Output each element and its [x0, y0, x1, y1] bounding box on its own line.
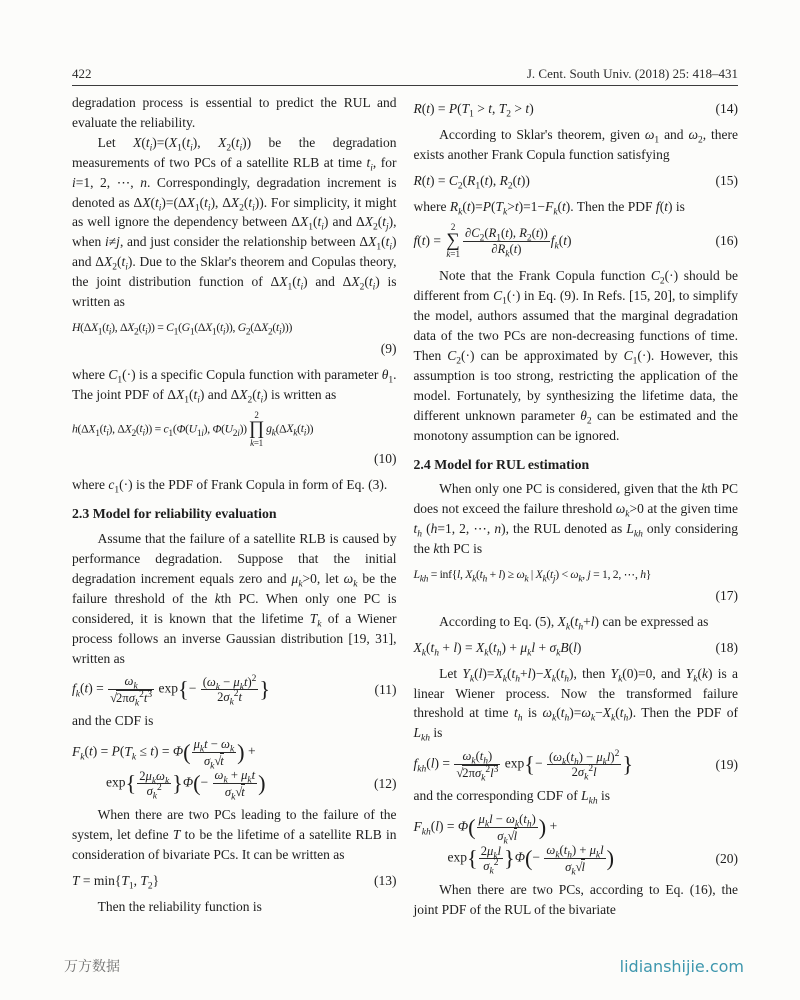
right-column	[414, 93, 739, 920]
equation-body: $h(\Delta X_1(t_i)$, $\Delta X_2(t_i)) = c_1(\Phi(U_{1i})$, $\Phi(U_{2i})$) 2 ∏ k=1 $g_k(\Delta X_k(t_i))$	[72, 409, 314, 448]
equation-body: $f_k(t)$ = $\frac{\omega_k}{√2\pi\sigma_k^2t^3}$ exp{− $\frac{(\omega_k - \mu_kt)^2}{2\sigma_k^2t}$ }	[72, 673, 271, 709]
paragraph: where $R_k(t)=P(T_k>t)=1-F_k(t)$. Then the PDF f(t) is	[413, 198, 685, 218]
equation-body: f(t) = 2 ∑ k=1 $\frac{\partial C_2(R_1(t), R_2(t))}{\partial R_k(t)}$ $f_k(t)$	[413, 221, 572, 260]
paragraph: and the CDF is	[72, 713, 154, 729]
equation-12	[72, 737, 397, 803]
paragraph: Assume that the failure of a satellite RLB is caused by performance degradation. Suppose that the initial degradation increment equals zero and $\mu_k>0$, let $\omega_k$ be the failure threshold of the kth PC. When only one PC is considered, it is known that the lifetime $T_k$ of a Wiener process follows an inverse Gaussian distribution [19, 31], written as	[72, 531, 397, 666]
equation-number: (16)	[715, 233, 738, 249]
equation-body: $X_k(t_h + l) = X_k(t_h) + \mu_kl + \sigma_kB(l)$	[413, 639, 582, 659]
equation-number: (19)	[715, 756, 738, 772]
paragraph: where $c_1(\cdot)$ is the PDF of Frank Copula in form of Eq. (3).	[72, 477, 388, 497]
equation-body: exp{ $\frac{2\mu_k\omega_k}{\sigma_k^2}$ }Φ(− $\frac{\omega_k + \mu_kt}{\sigma_k√t}$ )	[106, 768, 266, 803]
equation-11	[72, 673, 397, 709]
equation-body: $R(t) = C_2(R_1(t)$, $R_2(t)$)	[413, 172, 530, 192]
paragraph: According to Sklar's theorem, given $\omega_1$ and $\omega_2$, there exists another Frank Copula function satisfying	[413, 126, 738, 162]
journal-title: J. Cent. South Univ. (2018) 25: 418–431	[526, 66, 738, 81]
equation-number: (11)	[374, 682, 397, 697]
page-number: 422	[72, 66, 92, 81]
equation-number: (12)	[374, 775, 397, 791]
equation-20	[413, 812, 739, 878]
page-footer	[64, 956, 744, 976]
two-column-body	[72, 93, 738, 920]
page-header	[72, 66, 738, 86]
paragraph: Note that the Frank Copula function $C_2(\cdot)$ should be different from $C_1(\cdot)$ in Eq. (9). In Refs. [15, 20], to simplify the model, authors assumed that the marginal degradation data of the two PCs are non-decreasing functions of time. Then $C_2(\cdot)$ can be approximated by $C_1(\cdot)$. However, this assumption is too strong, restricting the application of the model. Fortunately, by synthesizing the lifetime data, the different unknown parameter $\theta_2$ can be estimated and the monotony assumption can be ignored.	[413, 268, 739, 443]
paragraph: According to Eq. (5), $X_k(t_h+l)$ can be expressed as	[439, 613, 709, 633]
paragraph: Let $X(t_i)=(X_1(t_i)$, $X_2(t_i)$) be the degradation measurements of two PCs of a satellite RLB at time $t_i$, for i=1, 2, ⋯, n. Correspondingly, degradation increment is denoted as $\Delta X(t_i)=(\Delta X_1(t_i)$, $\Delta X_2(t_i)$). For simplicity, it might as well ignore the dependency between $\Delta X_1(t_i)$ and $\Delta X_2(t_j)$, when i≠j, and just consider the relationship between $\Delta X_1(t_i)$ and $\Delta X_2(t_i)$. Due to the Sklar's theorem and Copulas theory, the joint distribution function of $\Delta X_1(t_i)$ and $\Delta X_2(t_i)$ is written as	[72, 134, 397, 310]
paragraph: and the corresponding CDF of $L_{kh}$ is	[413, 788, 610, 807]
equation-14	[414, 99, 739, 119]
section-heading-2-4: 2.4 Model for RUL estimation	[413, 456, 590, 472]
equation-number: (15)	[715, 172, 738, 188]
site-link[interactable]: lidianshijie.com	[619, 956, 744, 976]
equation-body: exp{ $\frac{2\mu_kl}{\sigma_k^2}$ }Φ(− $\frac{\omega_k(t_h) + \mu_kl}{\sigma_k√l}$ )	[447, 843, 615, 878]
equation-number: (9)	[380, 340, 397, 356]
paragraph: When there are two PCs leading to the failure of the system, let define T to be the lifetime of a satellite RLB in consideration of bivariate PCs. It can be written as	[72, 807, 397, 863]
equation-number: (14)	[715, 101, 738, 116]
section-heading-2-3: 2.3 Model for reliability evaluation	[72, 506, 277, 522]
equation-9	[72, 318, 397, 359]
equation-body: $f_{kh}(l)$ = $\frac{\omega_k(t_h)}{√2\pi\sigma_k^2l^3}$ exp{− $\frac{(\omega_k(t_h) - \mu_kl)^2}{2\sigma_k^2l}$ }	[413, 748, 633, 784]
equation-16	[414, 223, 739, 261]
paragraph: degradation process is essential to predict the RUL and evaluate the reliability.	[72, 95, 397, 130]
equation-body: $L_{kh} = inf\{l$, $X_k(t_h + l) \ge \omega_k$ | $X_k(t_j) < \omega_k$, j = 1, 2, ⋯, h}	[413, 568, 652, 585]
equation-body: $F_k(t) = P(T_k \le t) = \Phi$( $\frac{\mu_kt - \omega_k}{\sigma_k√t}$ ) +	[72, 737, 256, 772]
equation-17	[414, 565, 739, 606]
equation-number: (13)	[374, 872, 397, 888]
watermark-text: 万方数据	[64, 959, 120, 975]
equation-13	[72, 871, 397, 891]
equation-10	[72, 411, 397, 470]
equation-body: $T = \min\{T_1$, $T_2$}	[72, 872, 160, 892]
equation-body: $R(t) = P(T_1 > t$, $T_2 > t$)	[413, 101, 534, 120]
equation-number: (18)	[715, 639, 738, 655]
left-column	[72, 93, 397, 920]
paragraph: When there are two PCs, according to Eq. (16), the joint PDF of the RUL of the bivariate	[413, 882, 738, 917]
equation-15	[414, 171, 739, 191]
equation-body: $F_{kh}(l) = \Phi$( $\frac{\mu_kl - \omega_k(t_h)}{\sigma_k√l}$ ) +	[413, 812, 558, 847]
equation-body: $H(\Delta X_1(t_i)$, $\Delta X_2(t_i)) = C_1(G_1(\Delta X_1(t_i))$, $G_2(\Delta X_2(t_i))$)	[72, 320, 293, 338]
equation-19	[413, 748, 739, 784]
equation-number: (10)	[374, 451, 397, 467]
paragraph: Then the reliability function is	[97, 898, 262, 914]
paragraph: Let $Y_k(l)=X_k(t_h+l)-X_k(t_h)$, then $Y_k(0)=0$, and $Y_k(k)$ is a linear Wiener process. Now the transformed failure threshold at time $t_h$ is $\omega_k(t_h)=\omega_k-X_k(t_h)$. Then the PDF of $L_{kh}$ is	[413, 665, 739, 745]
paragraph: where $C_1(\cdot)$ is a specific Copula function with parameter $\theta_1$. The joint PDF of $\Delta X_1(t_i)$ and $\Delta X_2(t_i)$ is written as	[72, 366, 397, 406]
equation-number: (20)	[715, 850, 738, 866]
paragraph: When only one PC is considered, given that the kth PC does not exceed the failure threshold $\omega_k>0$ at the given time $t_h$ (h=1, 2, ⋯, n), the RUL denoted as $L_{kh}$ only considering the kth PC is	[413, 481, 739, 557]
equation-18	[414, 638, 739, 658]
equation-number: (17)	[715, 587, 738, 603]
